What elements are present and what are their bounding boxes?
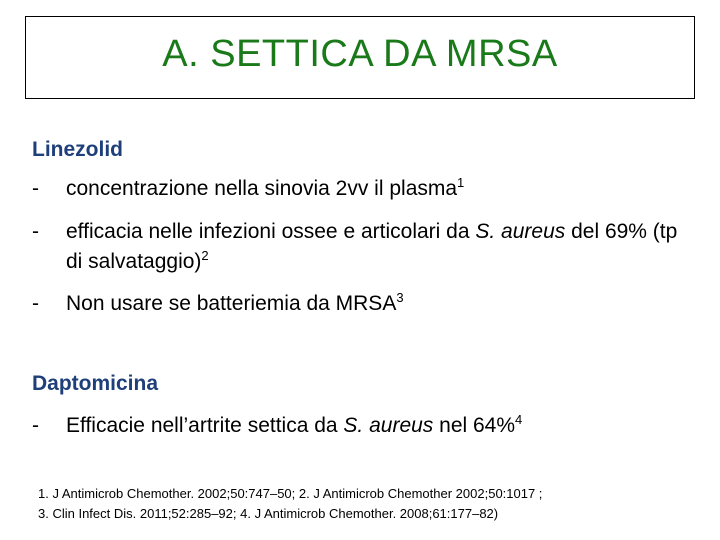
- bullet-text: [66, 289, 692, 319]
- citation-sup: 1: [457, 175, 465, 190]
- citation-sup: 3: [396, 290, 404, 305]
- daptomicina-bullet-1: [32, 411, 692, 441]
- references: [38, 484, 708, 524]
- bullet-text-main: concentrazione nella sinovia 2vv il plasma: [66, 177, 458, 200]
- linezolid-bullet-1: [32, 174, 692, 204]
- bullet-dash: -: [32, 177, 39, 200]
- slide-title: A. SETTICA DA MRSA: [162, 33, 558, 75]
- citation-sup: 4: [515, 412, 523, 427]
- bullet-text-pre: efficacia nelle infezioni ossee e articolari da: [66, 220, 476, 243]
- bullet-text-pre: Efficacie nell’artrite settica da: [66, 414, 344, 437]
- citation-sup: 2: [201, 248, 209, 263]
- bullet-text-italic: S. aureus: [475, 220, 566, 243]
- daptomicina-heading: Daptomicina: [32, 372, 159, 395]
- bullet-text-main: Non usare se batteriemia da MRSA: [66, 292, 397, 315]
- bullet-text: [66, 217, 692, 277]
- bullet-dash: -: [32, 292, 39, 315]
- reference-line-2: 3. Clin Infect Dis. 2011;52:285–92; 4. J Antimicrob Chemother. 2008;61:177–82): [38, 506, 499, 521]
- bullet-text-post: nel 64%: [433, 414, 516, 437]
- linezolid-bullet-3: [32, 289, 692, 319]
- bullet-dash: -: [32, 220, 39, 243]
- bullet-dash: -: [32, 414, 39, 437]
- reference-line-1: 1. J Antimicrob Chemother. 2002;50:747–50; 2. J Antimicrob Chemother 2002;50:1017 ;: [38, 486, 543, 501]
- linezolid-bullet-2: [32, 217, 692, 277]
- bullet-text-italic: S. aureus: [343, 414, 434, 437]
- title-box: [25, 16, 695, 99]
- bullet-text: [66, 174, 692, 204]
- bullet-text: [66, 411, 692, 441]
- linezolid-heading: Linezolid: [32, 138, 123, 161]
- bullet-text-post: del 69% (tp di salvataggio): [66, 220, 678, 273]
